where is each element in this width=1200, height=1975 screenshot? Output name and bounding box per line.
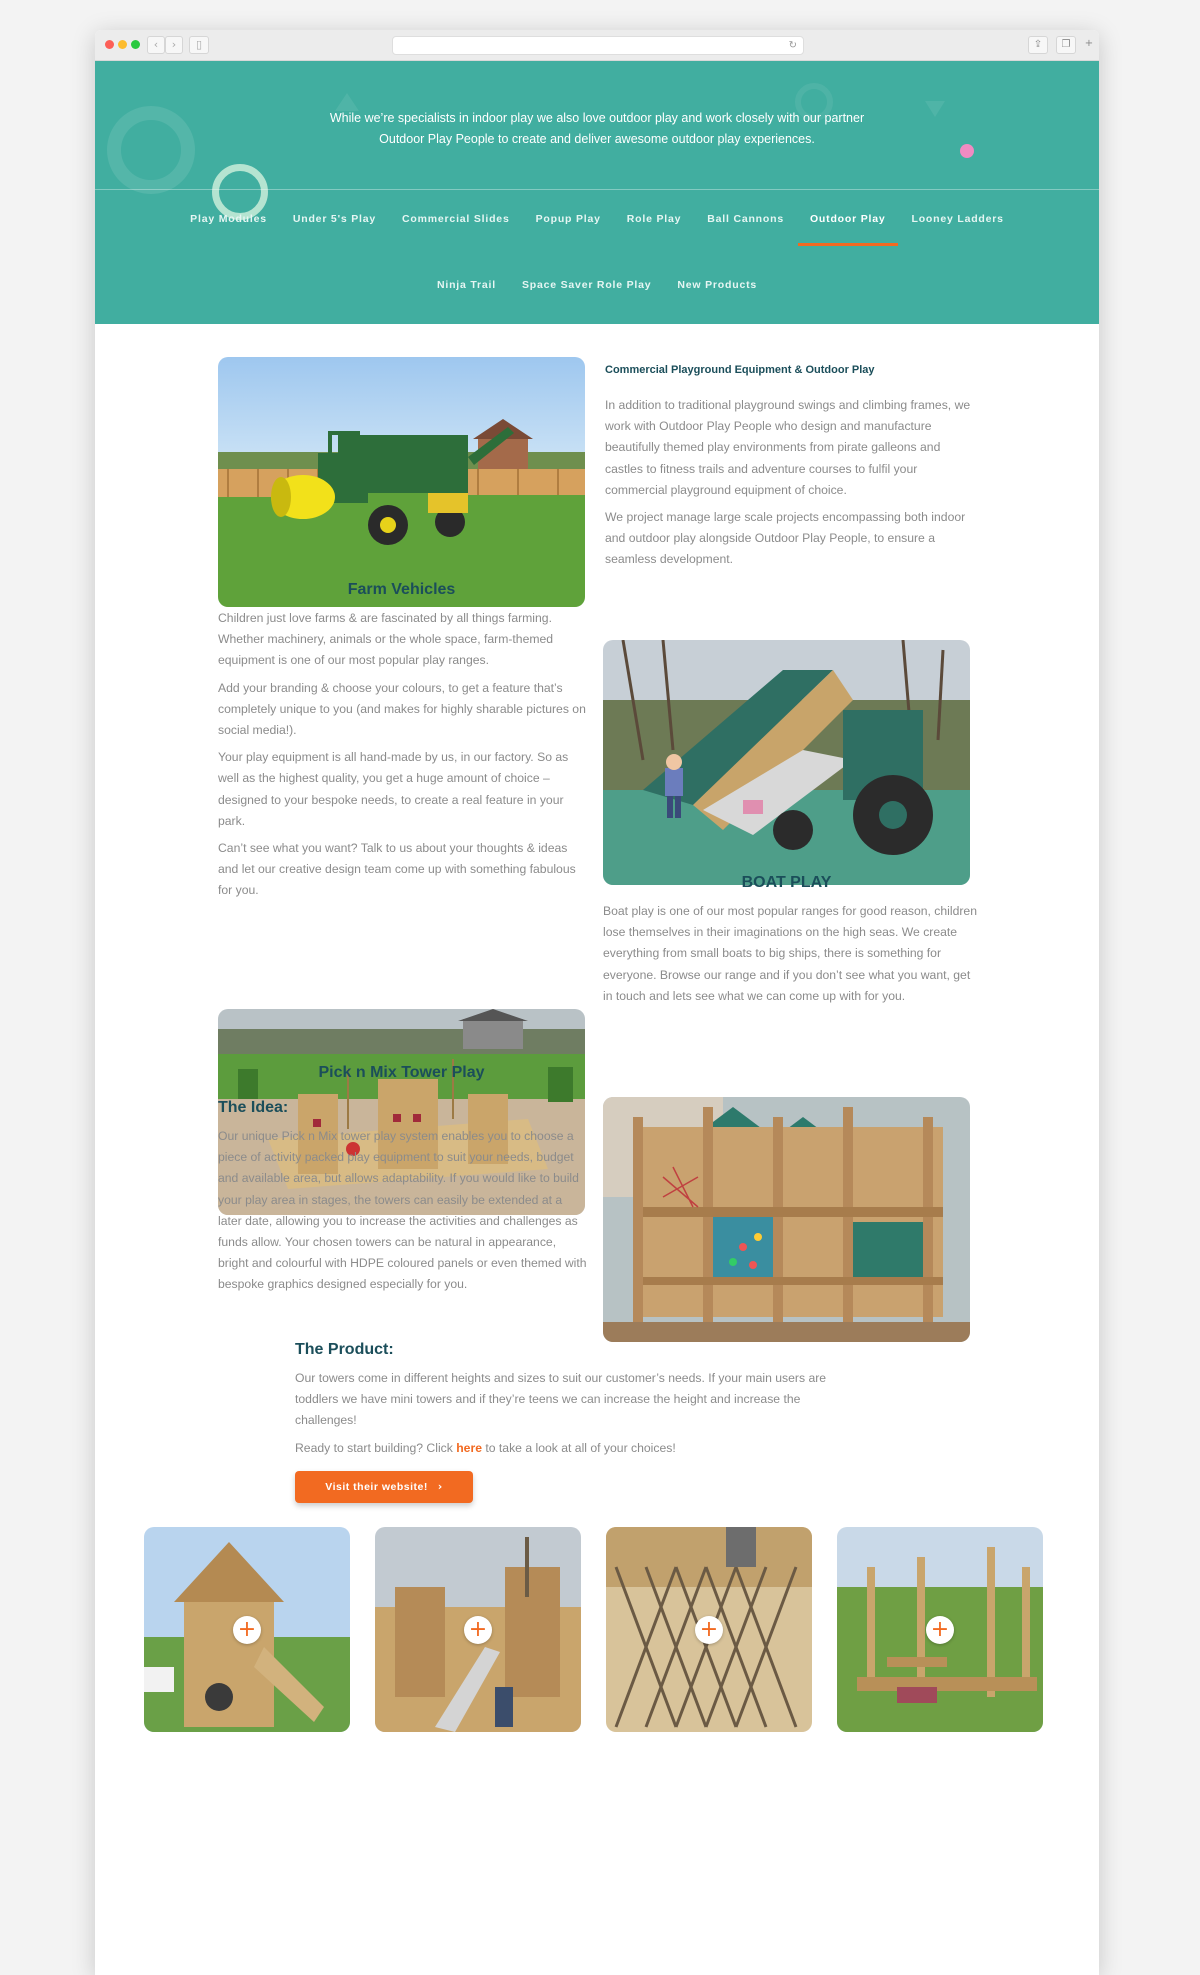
section-title-boat-play: BOAT PLAY	[741, 874, 832, 891]
close-window-button[interactable]	[105, 40, 114, 49]
idea-description	[218, 1126, 588, 1302]
maximize-window-button[interactable]	[131, 40, 140, 49]
menu-item-new-products[interactable]: New Products	[677, 279, 758, 291]
forward-icon[interactable]: ›	[165, 36, 183, 54]
hero-header	[95, 61, 1099, 324]
paragraph: Can’t see what you want? Talk to us about your thoughts & ideas and let our creative design team come up with something fabulous for you.	[218, 841, 576, 898]
share-icon[interactable]: ⇪	[1028, 36, 1048, 54]
chevron-right-icon: ›	[437, 1481, 443, 1493]
menu-item-ball-cannons[interactable]: Ball Cannons	[707, 213, 784, 225]
main-content	[95, 324, 1099, 1975]
product-heading: The Product:	[295, 1341, 394, 1358]
divider	[95, 189, 1099, 190]
minimize-window-button[interactable]	[118, 40, 127, 49]
hero-intro	[95, 108, 1099, 150]
boat-play-description	[603, 901, 977, 1013]
browser-toolbar	[95, 30, 1099, 61]
tractor-playground-image	[218, 357, 585, 607]
address-bar[interactable]	[392, 36, 804, 55]
ready-text: Ready to start building? Click	[295, 1440, 457, 1455]
visit-website-button[interactable]	[295, 1471, 473, 1503]
menu-item-outdoor-play[interactable]: Outdoor Play	[809, 213, 886, 225]
plus-icon[interactable]: +	[233, 1616, 261, 1644]
paragraph: We project manage large scale projects encompassing both indoor and outdoor play alongside Outdoor Play People, to ensure a seamless development.	[605, 510, 966, 567]
paragraph: Children just love farms & are fascinated by all things farming. Whether machinery, animals or the whole space, farm-themed equipment is one of our most popular play ranges.	[218, 611, 554, 668]
paragraph: Our towers come in different heights and sizes to suit our customer’s needs. If your main users are toddlers we have mini towers and if they’re teens we can increase the height and increase the challenges!	[295, 1371, 827, 1428]
tower-play-image	[603, 1097, 970, 1342]
hero-intro-line: While we’re specialists in indoor play we also love outdoor play and work closely with our partner	[329, 111, 865, 125]
gallery-item[interactable]	[606, 1527, 812, 1732]
paragraph: In addition to traditional playground swings and climbing frames, we work with Outdoor Play People who design and manufacture beautifully themed play environments from pirate galleons and castles to fitness trails and adventure courses to fulfil your commercial playground equipment of choice.	[605, 398, 971, 497]
browser-window	[95, 30, 1099, 1975]
gallery-item[interactable]	[837, 1527, 1043, 1732]
new-tab-icon[interactable]: +	[1084, 38, 1094, 49]
main-menu-row-2	[95, 279, 1099, 291]
menu-item-ninja-trail[interactable]: Ninja Trail	[436, 279, 496, 291]
decor-ring-light	[212, 164, 268, 220]
section-title-tower-play: Pick n Mix Tower Play	[318, 1064, 485, 1081]
idea-heading: The Idea:	[218, 1099, 289, 1116]
commercial-description	[605, 395, 980, 577]
menu-item-space-saver-role-play[interactable]: Space Saver Role Play	[521, 279, 652, 291]
gallery-item[interactable]	[144, 1527, 350, 1732]
here-link[interactable]: here	[456, 1440, 482, 1455]
plus-icon[interactable]: +	[695, 1616, 723, 1644]
ready-paragraph	[295, 1438, 865, 1459]
tabs-icon[interactable]: ❐	[1056, 36, 1076, 54]
paragraph: Your play equipment is all hand-made by us, in our factory. So as well as the highest quality, you get a huge amount of choice – designed to your bespoke needs, to create a real feature in your park.	[218, 750, 569, 828]
gallery-item[interactable]	[375, 1527, 581, 1732]
ready-text-end: to take a look at all of your choices!	[481, 1440, 676, 1455]
section-title-commercial: Commercial Playground Equipment & Outdoor Play	[605, 364, 875, 376]
paragraph: Add your branding & choose your colours, to get a feature that’s completely unique to you (and makes for highly sharable pictures on social media!).	[218, 680, 586, 738]
farm-tractor-slide-image	[603, 640, 970, 885]
main-menu	[95, 213, 1099, 225]
menu-item-under-5s-play[interactable]: Under 5's Play	[292, 213, 377, 225]
menu-item-commercial-slides[interactable]: Commercial Slides	[402, 213, 510, 225]
product-description	[295, 1368, 865, 1465]
sidebar-icon[interactable]: ▯	[189, 36, 209, 54]
paragraph: Our unique Pick n Mix tower play system enables you to choose a piece of activity packed play equipment to suit your needs, budget and available area, but allows adaptability. If you would like to build your play area in stages, the towers can easily be extended at a later date, allowing you to increase the activities and challenges as funds allow. Your chosen towers can be natural in appearance, bright and colourful with HDPE coloured panels or even themed with bespoke graphics designed especially for you.	[218, 1129, 587, 1292]
reload-icon[interactable]: ↻	[788, 40, 797, 51]
paragraph: Boat play is one of our most popular ranges for good reason, children lose themselves in their imaginations on the high seas. We create everything from small boats to big ships, there is something for everyone. Browse our range and if you don’t see what you want, get in touch and lets see what we can come up with for you.	[603, 904, 977, 1003]
back-icon[interactable]: ‹	[147, 36, 165, 54]
plus-icon[interactable]: +	[926, 1616, 954, 1644]
visit-website-label: Visit their website!	[325, 1481, 428, 1493]
farm-vehicles-description	[218, 608, 588, 908]
menu-item-role-play[interactable]: Role Play	[626, 213, 682, 225]
menu-item-looney-ladders[interactable]: Looney Ladders	[911, 213, 1004, 225]
menu-item-play-modules[interactable]: Play Modules	[190, 213, 267, 225]
section-title-farm-vehicles: Farm Vehicles	[347, 581, 456, 598]
plus-icon[interactable]: +	[464, 1616, 492, 1644]
hero-intro-line: Outdoor Play People to create and deliver awesome outdoor play experiences.	[379, 132, 815, 146]
menu-item-popup-play[interactable]: Popup Play	[535, 213, 601, 225]
